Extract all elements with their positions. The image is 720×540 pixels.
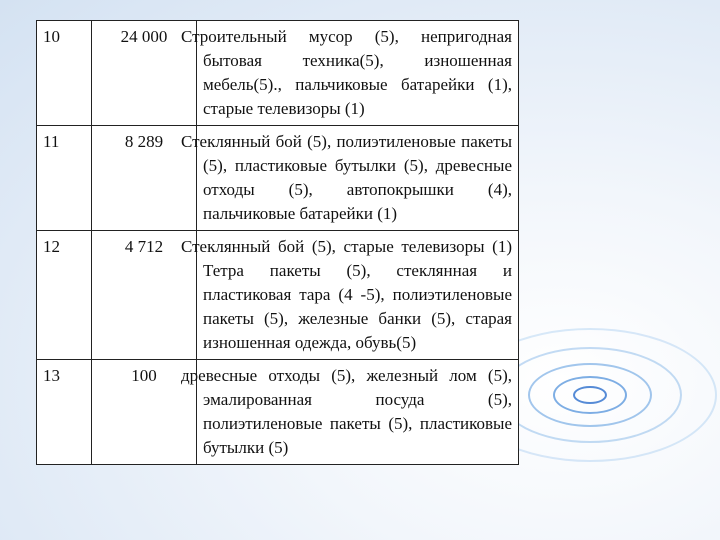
row-number: 13 xyxy=(37,360,92,465)
waste-table xyxy=(36,20,519,465)
table-row xyxy=(37,21,519,126)
row-volume: 4 712 xyxy=(92,231,197,360)
row-number: 10 xyxy=(37,21,92,126)
table-row xyxy=(37,231,519,360)
row-volume: 24 000 xyxy=(92,21,197,126)
row-volume: 8 289 xyxy=(92,126,197,231)
table-row xyxy=(37,126,519,231)
ripple-ring xyxy=(573,386,607,404)
row-description: древесные отходы (5), железный лом (5), эмалированная посуда (5), полиэтиленовые пакеты (5), пластиковые бутылки (5) xyxy=(197,360,519,465)
row-description: Стеклянный бой (5), полиэтиленовые пакеты (5), пластиковые бутылки (5), древесные отходы (5), автопокрышки (4), пальчиковые батарейки (1) xyxy=(197,126,519,231)
row-description: Стеклянный бой (5), старые телевизоры (1) Тетра пакеты (5), стеклянная и пластиковая тара (4 -5), полиэтиленовые пакеты (5), железные банки (5), старая изношенная одежда, обувь(5) xyxy=(197,231,519,360)
row-number: 11 xyxy=(37,126,92,231)
row-description: Строительный мусор (5), непригодная бытовая техника(5), изношенная мебель(5)., пальчиковые батарейки (1), старые телевизоры (1) xyxy=(197,21,519,126)
row-number: 12 xyxy=(37,231,92,360)
row-volume: 100 xyxy=(92,360,197,465)
table-row xyxy=(37,360,519,465)
